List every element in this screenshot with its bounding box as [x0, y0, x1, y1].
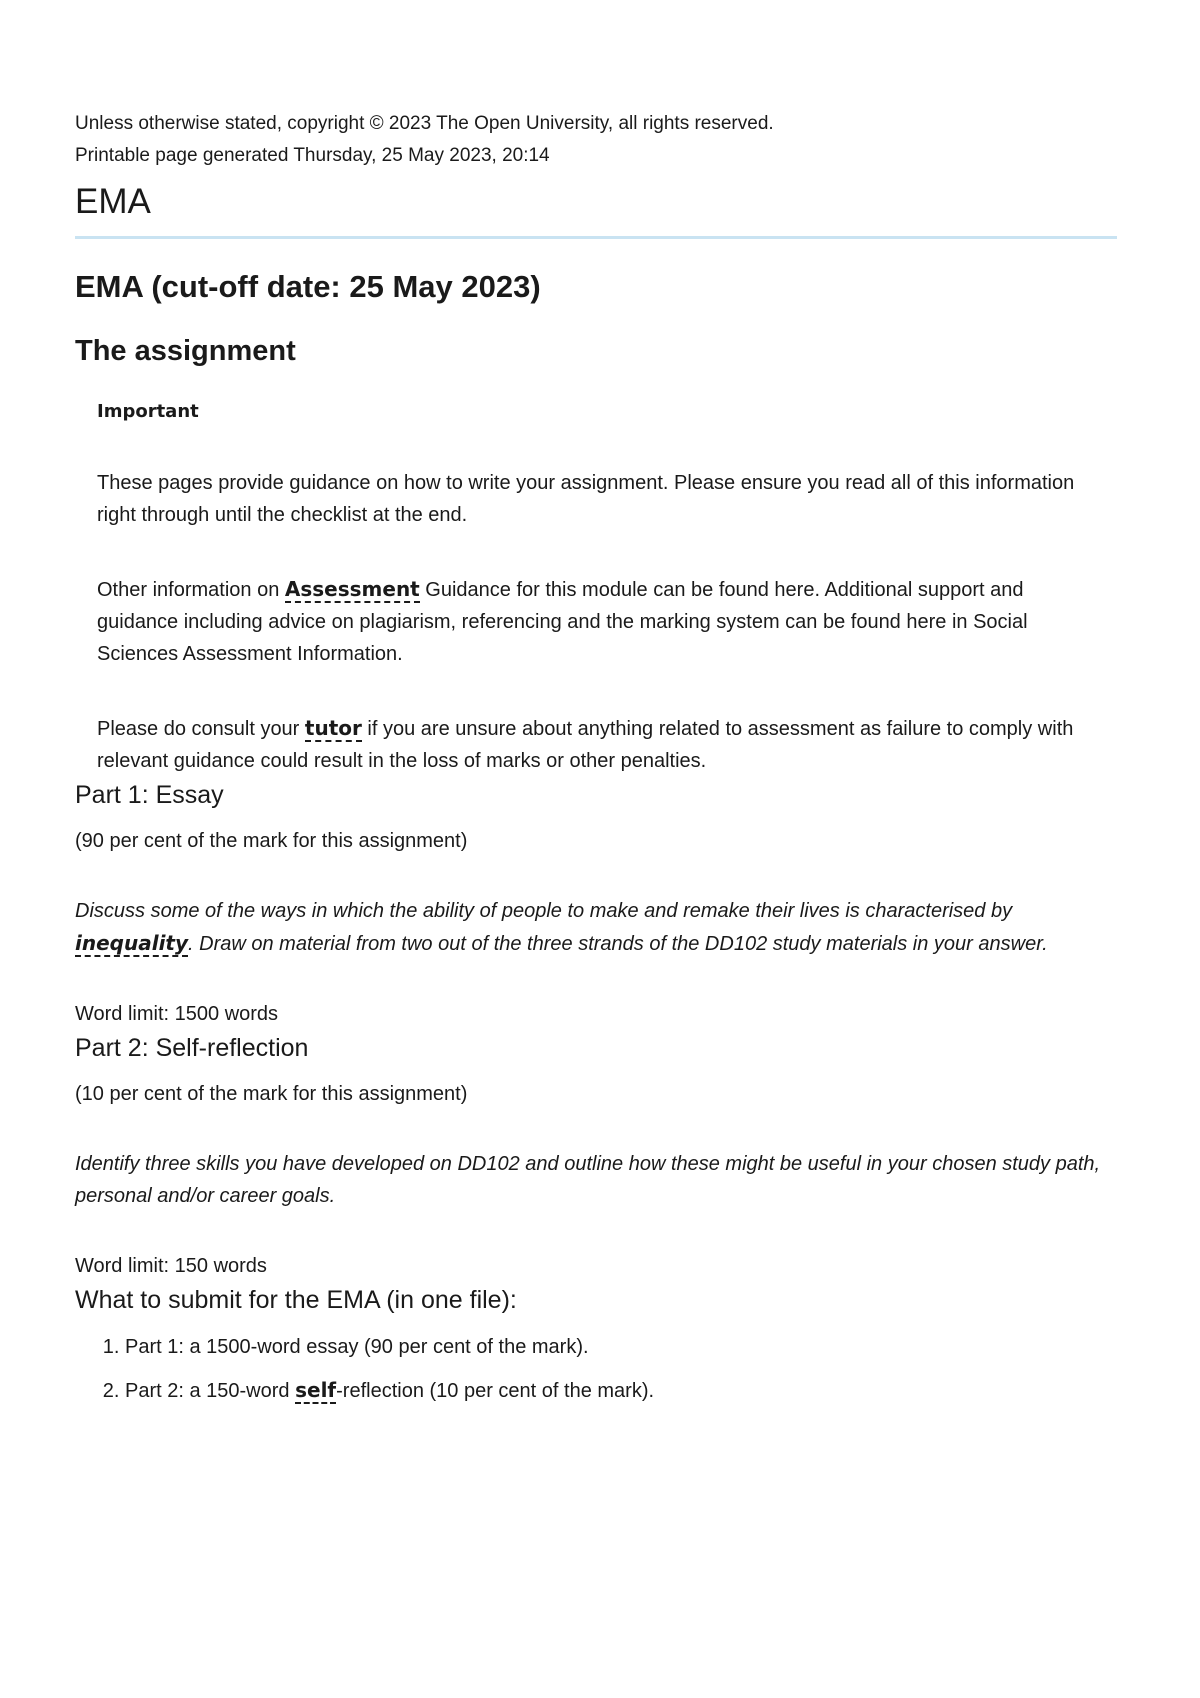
- part2-word-limit: Word limit: 150 words: [75, 1255, 267, 1277]
- part1-weight: (90 per cent of the mark for this assignment): [75, 830, 468, 852]
- part1-title: Part 1: Essay: [75, 781, 224, 809]
- list-text: -reflection (10 per cent of the mark).: [336, 1380, 655, 1402]
- paragraph-text: Guidance for this module can be found here. Additional support and guidance including advice on plagiarism, referencing and the marking system can be found here in Social Sciences Assessment Information.: [97, 579, 1028, 665]
- paragraph-text: Please do consult your: [97, 718, 305, 740]
- glossary-term-tutor[interactable]: tutor: [304, 716, 362, 740]
- submit-title: What to submit for the EMA (in one file):: [75, 1286, 517, 1314]
- glossary-term-inequality[interactable]: inequality: [75, 931, 189, 955]
- assignment-title: The assignment: [75, 335, 296, 367]
- important-heading: Important: [97, 401, 199, 422]
- glossary-term-self[interactable]: self: [295, 1378, 337, 1402]
- important-paragraph-1: These pages provide guidance on how to write your assignment. Please ensure you read all of this information right through until the checklist at the end.: [97, 472, 1075, 526]
- part2-title: Part 2: Self-reflection: [75, 1034, 309, 1062]
- submit-item-1: 1. Part 1: a 1500-word essay (90 per cent of the mark).: [125, 1326, 1117, 1369]
- submit-item-2: [125, 1369, 1117, 1413]
- printable-page: [75, 108, 1117, 1413]
- section-title: EMA (cut-off date: 25 May 2023): [75, 269, 541, 304]
- important-paragraph-3: [97, 712, 1097, 777]
- paragraph-text: Other information on: [97, 579, 285, 601]
- part1-word-limit: Word limit: 1500 words: [75, 1003, 279, 1025]
- important-box: [97, 397, 1097, 777]
- glossary-term-assessment[interactable]: Assessment: [284, 577, 420, 601]
- list-text: Part 2: a 150-word: [125, 1380, 296, 1402]
- question-text: Discuss some of the ways in which the ability of people to make and remake their lives is characterised by: [75, 900, 1013, 922]
- submit-list: [75, 1326, 1117, 1413]
- part1-question: [75, 895, 1117, 960]
- part2-weight: (10 per cent of the mark for this assignment): [75, 1083, 468, 1105]
- question-text: . Draw on material from two out of the three strands of the DD102 study materials in your answer.: [188, 933, 1048, 955]
- part2-question: Identify three skills you have developed on DD102 and outline how these might be useful in your chosen study path, personal and/or career goals.: [75, 1153, 1101, 1207]
- important-paragraph-2: [97, 573, 1097, 670]
- copyright-notice: Unless otherwise stated, copyright © 2023 The Open University, all rights reserved.: [75, 113, 774, 134]
- paragraph-text: if you are unsure about anything related to assessment as failure to comply with relevant guidance could result in the loss of marks or other penalties.: [97, 718, 1074, 772]
- document-title: EMA: [75, 180, 1117, 239]
- generated-timestamp: Printable page generated Thursday, 25 May 2023, 20:14: [75, 145, 550, 166]
